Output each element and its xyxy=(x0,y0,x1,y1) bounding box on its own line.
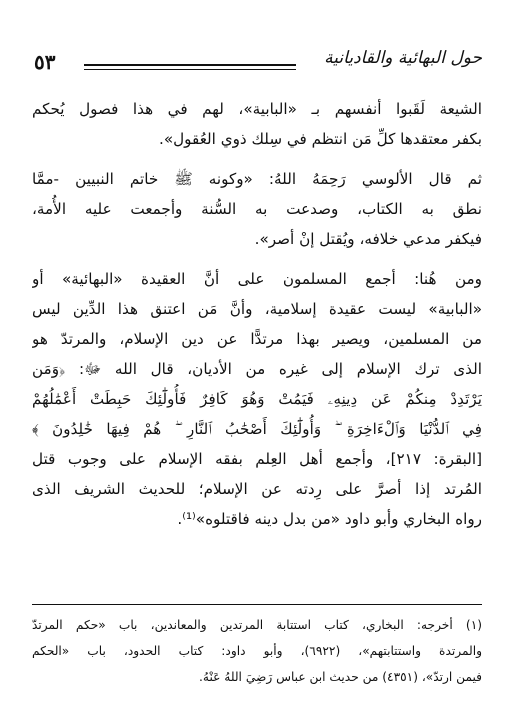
text-line: [البقرة: ٢١٧]، وأجمع أهل العِلم بفقه الإسلام على وجوب قتل xyxy=(32,450,482,468)
footnote-line: فيمن ارتدّ»، (٤٣٥١) من حديث ابن عباس رَضِيَ اللهُ عَنْهُ. xyxy=(199,670,482,684)
main-text xyxy=(32,94,482,534)
text-line: فيكفر مدعي خلافه، ويُقتل إنْ أصر». xyxy=(254,230,482,248)
text-line: الشيعة لَقَبوا أنفسهم بـ «البابية»، لهم في هذا فصول يُحكم xyxy=(32,100,482,118)
text-line: من المسلمين، ويصير بهذا مرتدًّا عن دين الإسلام، والمرتدّ هو xyxy=(32,330,482,348)
running-title: حول البهائية والقاديانية xyxy=(324,48,482,68)
footnotes xyxy=(32,612,482,690)
quran-verse-line: يَرْتَدِدْ مِنكُمْ عَن دِينِهِۦ فَيَمُتْ وَهُوَ كَافِرٌ فَأُولَٰٓئِكَ حَبِطَتْ أَعْمَٰلُهُمْ xyxy=(32,390,482,408)
header-rule-thin xyxy=(84,69,296,70)
text-line: ثم قال الألوسي رَحِمَهُ اللهُ: «وكونه ﷺ خاتم النبيين -ممَّا xyxy=(32,170,482,188)
text-line: رواه البخاري وأبو داود «من بدل دينه فاقتلوه»⁽¹⁾. xyxy=(177,510,482,528)
page-number: ٥٣ xyxy=(34,50,56,74)
footnote-line: (١) أخرجه: البخاري، كتاب استتابة المرتدين والمعاندين، باب «حكم المرتدّ xyxy=(32,618,482,632)
header-rule xyxy=(84,64,296,66)
quran-verse-line: فِي ٱلدُّنْيَا وَٱلْءَاخِرَةِ ۖ وَأُولَٰٓئِكَ أَصْحَٰبُ ٱلنَّارِ ۖ هُمْ فِيهَا خَٰلِدُونَ ﴾ xyxy=(32,420,482,438)
text-line: ومن هُنا: أجمع المسلمون على أنَّ العقيدة «البهائية» أو xyxy=(32,270,482,288)
text-line: المُرتد إذا أصرَّ على رِدته عن الإسلام؛ للحديث الشريف الذى xyxy=(32,480,482,498)
text-line: نطق به الكتاب، وصدعت به السُّنة وأجمعت عليه الأُمة، xyxy=(32,200,482,218)
footnote-line: والمرتدة واستتابتهم»، (٦٩٢٢)، وأبو داود: كتاب الحدود، باب «الحكم xyxy=(32,644,482,658)
text-line: بكفر معتقدها كلِّ مَن انتظم في سِلك ذوي العُقول». xyxy=(159,130,482,148)
text-line: الذى ترك الإسلام إلى غيره من الأديان، قال الله ﷻ: ﴿وَمَن xyxy=(32,360,482,378)
footnote-divider xyxy=(32,604,482,605)
text-line: «البابية» ليست عقيدة إسلامية، وأنَّ مَن اعتنق هذا الدِّين ليس xyxy=(32,300,482,318)
page-header xyxy=(28,44,486,78)
